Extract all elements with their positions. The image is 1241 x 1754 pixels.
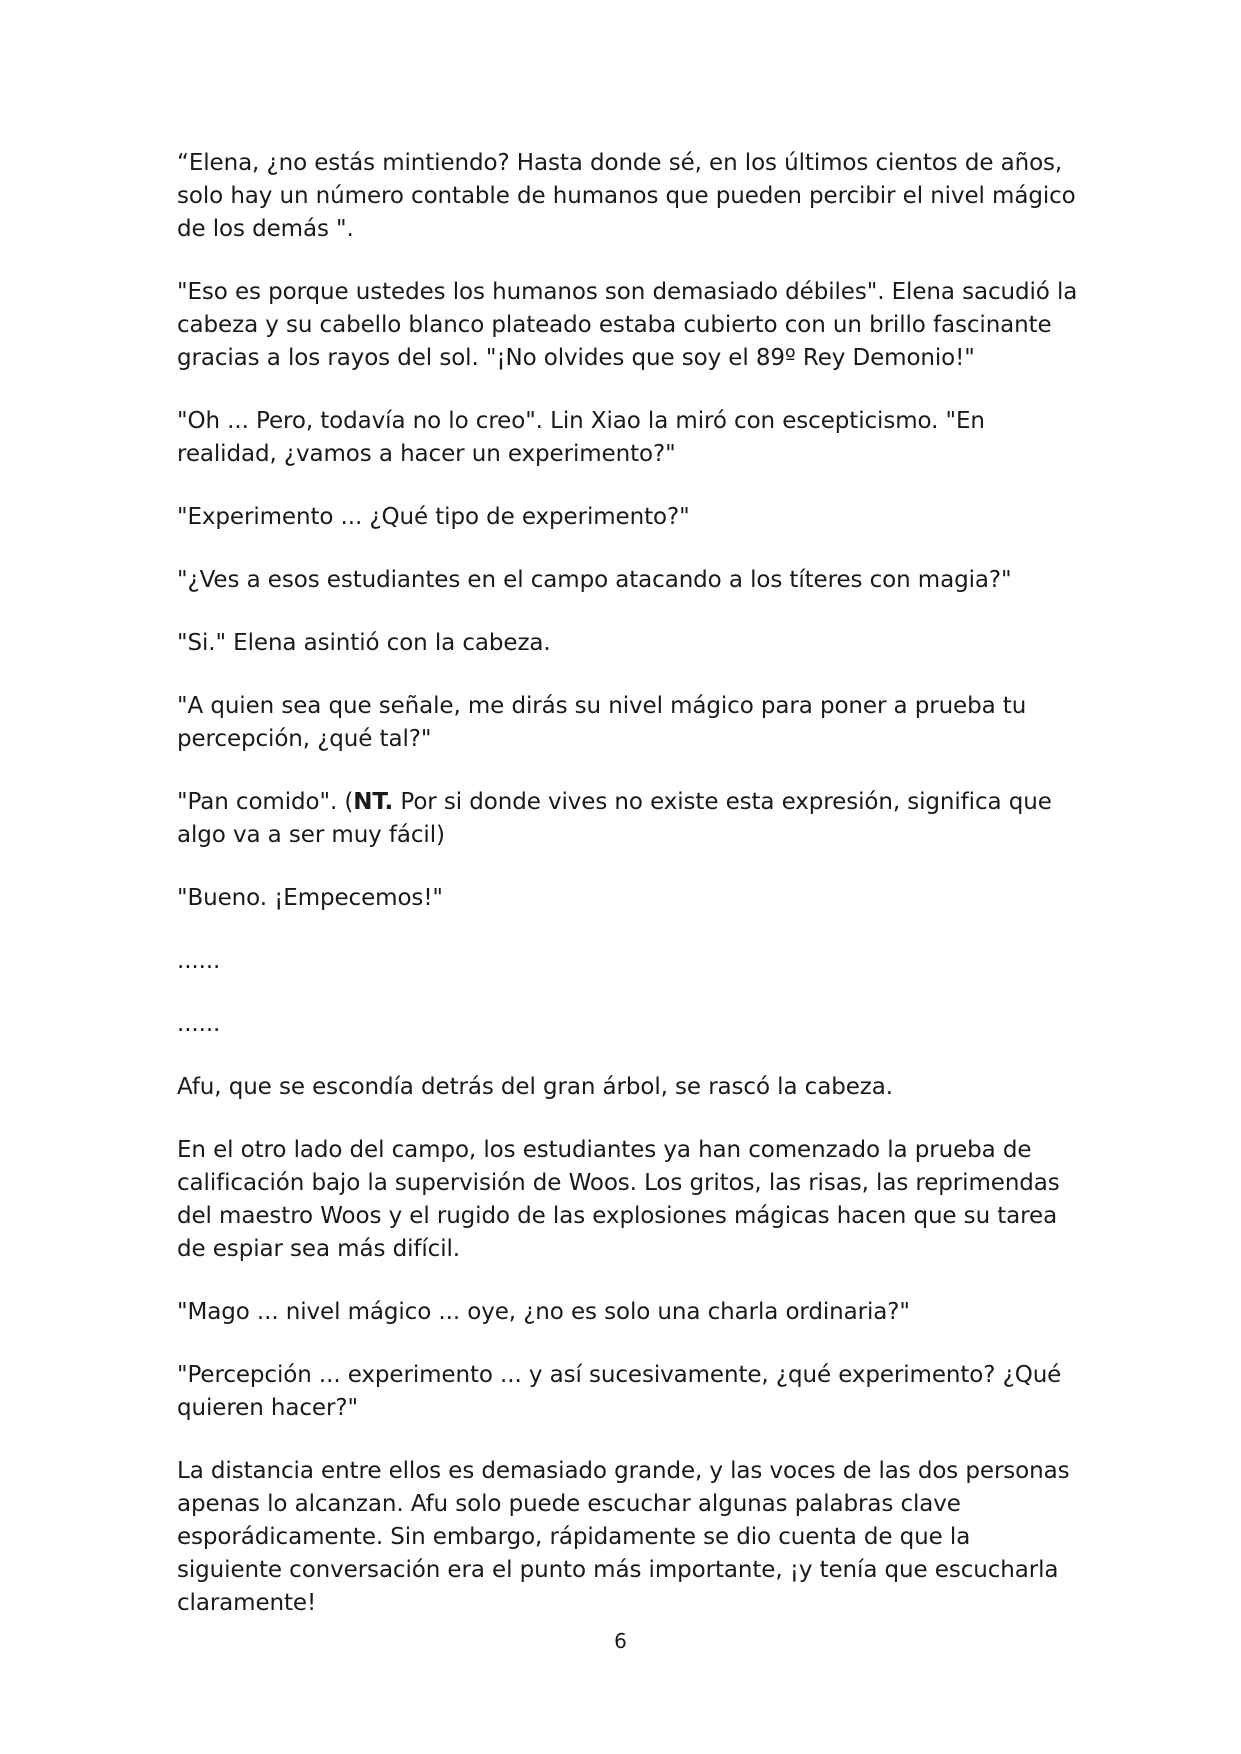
paragraph-16: La distancia entre ellos es demasiado grande, y las voces de las dos personas apenas lo alcanzan. Afu solo puede escuchar algunas palabras clave esporádicamente. Sin embargo, rápidamente se dio cuenta de que la siguiente conversación era el punto más importante, ¡y tenía que escucharla claramente! [177,1458,1070,1616]
paragraph-9: "Bueno. ¡Empecemos!" [177,885,443,911]
page-number: 6 [614,1629,627,1653]
paragraph-5: "¿Ves a esos estudiantes en el campo atacando a los títeres con magia?" [177,567,1012,593]
scene-break-2: ...... [177,1011,221,1037]
paragraph-1: “Elena, ¿no estás mintiendo? Hasta donde sé, en los últimos cientos de años, solo hay un número contable de humanos que pueden percibir el nivel mágico de los demás ". [177,150,1076,242]
note-lead-text: "Pan comido". ( [177,789,354,815]
paragraph-6: "Si." Elena asintió con la cabeza. [177,630,551,656]
note-body-text: Por si donde vives no existe esta expresión, significa que algo va a ser muy fácil) [177,789,1052,848]
translator-note-paragraph [177,786,1082,852]
paragraph-4: "Experimento ... ¿Qué tipo de experimento?" [177,504,690,530]
paragraph-7: "A quien sea que señale, me dirás su nivel mágico para poner a prueba tu percepción, ¿qué tal?" [177,693,1027,752]
paragraph-13: En el otro lado del campo, los estudiantes ya han comenzado la prueba de calificación bajo la supervisión de Woos. Los gritos, las risas, las reprimendas del maestro Woos y el rugido de las explosiones mágicas hacen que su tarea de espiar sea más difícil. [177,1137,1060,1262]
paragraph-14: "Mago ... nivel mágico ... oye, ¿no es solo una charla ordinaria?" [177,1299,910,1325]
note-marker: NT. [353,789,394,815]
paragraph-15: "Percepción ... experimento ... y así sucesivamente, ¿qué experimento? ¿Qué quieren hacer?" [177,1362,1062,1421]
paragraph-2: "Eso es porque ustedes los humanos son demasiado débiles". Elena sacudió la cabeza y su cabello blanco plateado estaba cubierto con un brillo fascinante gracias a los rayos del sol. "¡No olvides que soy el 89º Rey Demonio!" [177,279,1078,371]
scene-break-1: ...... [177,948,221,974]
paragraph-3: "Oh ... Pero, todavía no lo creo". Lin Xiao la miró con escepticismo. "En realidad, ¿vamos a hacer un experimento?" [177,408,985,467]
page-body [177,147,1082,1650]
paragraph-12: Afu, que se escondía detrás del gran árbol, se rascó la cabeza. [177,1074,893,1100]
